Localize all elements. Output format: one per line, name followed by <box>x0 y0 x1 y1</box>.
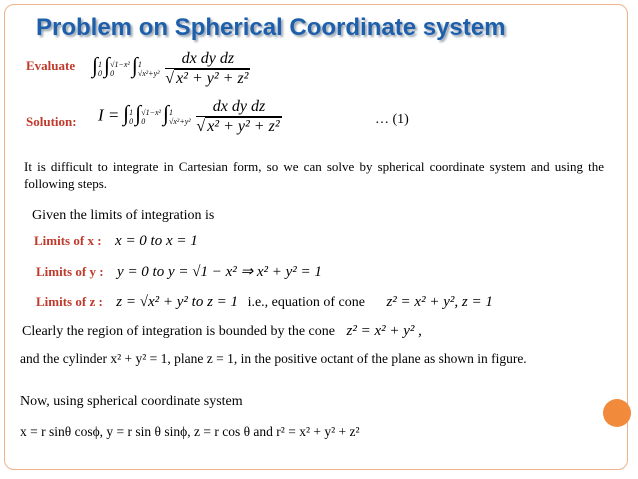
limits-y-row <box>36 262 322 281</box>
transform-equations: x = r sinθ cosϕ, y = r sin θ sinϕ, z = r cos θ and r² = x² + y² + z² <box>20 424 360 439</box>
solution-row <box>26 114 77 131</box>
region-equation: z² = x² + y² , <box>346 323 422 339</box>
now-text: Now, using spherical coordinate system <box>20 394 243 409</box>
given-text: Given the limits of integration is <box>32 208 215 223</box>
limits-x-equation: x = 0 to x = 1 <box>115 233 198 249</box>
limits-z-equation: z = √x² + y² to z = 1 <box>116 294 239 310</box>
region-row <box>22 323 422 340</box>
cone-text: i.e., equation of cone <box>247 295 365 310</box>
decorative-circle <box>603 399 631 427</box>
limits-x-label: Limits of x : <box>34 233 102 248</box>
solution-integral: I = ∫1 0∫√1−x² 0 ∫1 √x²+y² $\frac{\text{dx dy dz}}{\text{√ x² + y² + z²}}$ <box>98 98 280 135</box>
limits-y-equation: y = 0 to y = √1 − x² ⇒ x² + y² = 1 <box>117 264 322 280</box>
intro-paragraph: It is difficult to integrate in Cartesian form, so we can solve by spherical coordinate system and using the following steps. <box>24 159 604 191</box>
region-text: Clearly the region of integration is bounded by the cone <box>22 324 335 339</box>
solution-label: Solution: <box>26 114 77 129</box>
cylinder-paragraph: and the cylinder x² + y² = 1, plane z = 1, in the positive octant of the plane as shown in figure. <box>20 351 527 366</box>
slide-title: Problem on Spherical Coordinate system <box>36 14 506 41</box>
limits-y-label: Limits of y : <box>36 264 104 279</box>
evaluate-label: Evaluate <box>26 58 76 73</box>
evaluate-integral: ∫1 0∫√1−x² 0 ∫1 √x²+y² $\frac{\text{dx dy dz}}{\text{√ x² + y² + z²}}$ <box>92 50 249 87</box>
equation-tag: … (1) <box>375 112 409 127</box>
evaluate-row <box>26 58 75 75</box>
limits-z-row <box>36 294 493 311</box>
limits-z-label: Limits of z : <box>36 294 103 309</box>
cone-equation: z² = x² + y², z = 1 <box>386 294 493 310</box>
limits-x-row <box>34 233 198 250</box>
